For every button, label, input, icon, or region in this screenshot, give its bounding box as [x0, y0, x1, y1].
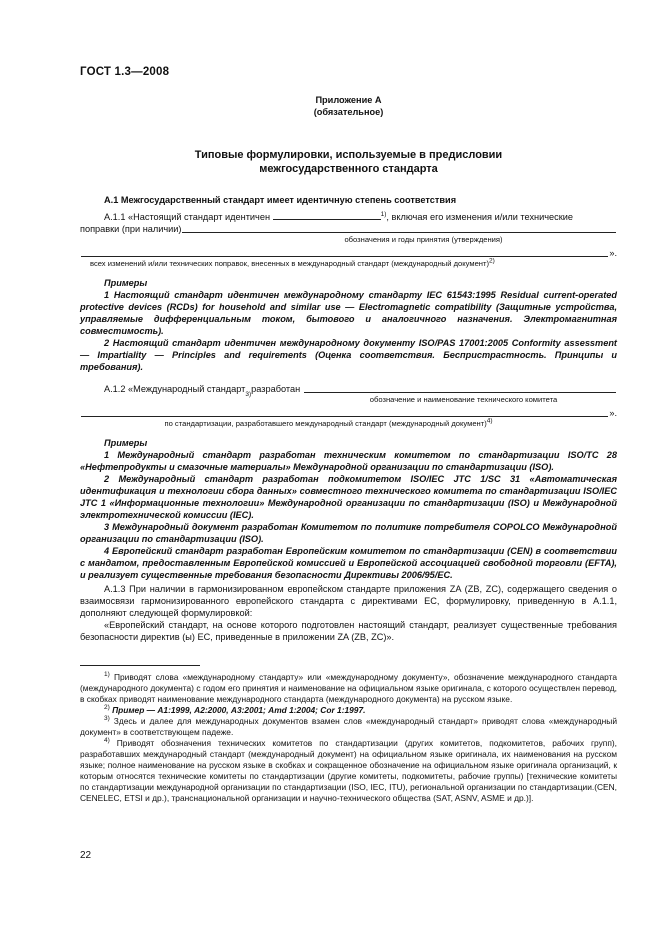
annex-title-line2: межгосударственного стандарта: [259, 163, 438, 175]
page-number: 22: [80, 850, 92, 861]
annex-title-line1: Типовые формулировки, используемые в предисловии: [194, 149, 503, 161]
section-a1-heading: А.1 Межгосударственный стандарт имеет идентичную степень соответствия: [104, 195, 457, 205]
example-3: 1 Международный стандарт разработан техническим комитетом по стандартизации ISO/TC 28 «Нефтепродукты и смазочные материалы» Международной организации по стандартизации (ISO).: [80, 450, 617, 472]
example-5: 3 Международный документ разработан Комитетом по политике потребителя COPOLCO Международной организации по стандартизации (ISO).: [80, 522, 617, 544]
clause-a11-rest: , включая его изменения и/или технические: [386, 212, 573, 222]
fill-line-1: [80, 247, 617, 259]
example-4: 2 Международный стандарт разработан подкомитетом ISO/IEC JTC 1/SC 31 «Автоматическая идентификация и технологии сбора данных» совместного технического комитета по стандартизации ISO/IEC JTC 1 «Информационные технологии» Международной организации по стандартизации (ISO) и Международной электротехнической комиссии (IEC).: [80, 474, 617, 520]
fill-line-2: [80, 407, 617, 419]
clause-a11-line2-text: поправки (при наличии): [80, 224, 182, 234]
document-code: ГОСТ 1.3—2008: [80, 66, 170, 78]
caption-amendments: всех изменений и/или технических поправок, внесенных в международный стандарт (международный документ)$^{2)}$: [90, 257, 495, 268]
footnote-divider: [80, 665, 200, 666]
clause-a13: А.1.3 При наличии в гармонизированном европейском стандарте приложения ZA (ZB, ZC), содержащего сведения о взаимосвязи гармонизированного европейского стандарта с директивами ЕС, формулировку, приведенную в А.1.1, дополняют следующей формулировкой:: [80, 584, 617, 618]
clause-a13-quote: «Европейский стандарт, на основе которого подготовлен настоящий стандарт, реализует существенные требования безопасности директив (ы) ЕС, приведенные в приложении ZA (ZB, ZC)».: [80, 620, 617, 642]
amendments-blank-2: [81, 247, 608, 257]
amendments-blank: [182, 223, 616, 233]
caption-committee-2: по стандартизации, разработавшего международный стандарт (международный документ)$^{4)}$: [164, 417, 493, 428]
clause-a11-start: А.1.1 «Настоящий стандарт идентичен: [104, 212, 271, 222]
end-quote-2: ».: [609, 408, 617, 418]
committee-blank-2: [81, 407, 608, 417]
example-6: 4 Европейский стандарт разработан Европейским комитетом по стандартизации (CEN) в соответствии с мандатом, предоставленным Европейской комиссией и Европейской ассоциацией свободной торговли (EFTA), и реализует существенные требования безопасности Директивы 2006/95/EC.: [80, 546, 617, 580]
examples-label-1: Примеры: [104, 278, 148, 288]
annex-label: Приложение А: [315, 95, 382, 105]
examples-label-2: Примеры: [104, 438, 148, 448]
document-body: [80, 94, 617, 804]
footnote-ref-1: 1): [380, 210, 387, 218]
clause-a12-start: А.1.2 «Международный стандарт: [104, 384, 246, 394]
footnote-4: $^{4)}$ Приводят обозначения технических комитетов по стандартизации (других комитетов, подкомитетов, рабочих групп), разработавших международный стандарт (международный документ) на официальном языке оригинала, их наименования на русском языке; полное наименование на русском языке в скобках и сокращенное обозначение на официальном языке оригинала организаций, к которым относятся технические комитеты по стандартизации (другие комитеты, подкомитеты, рабочие группы) [технические комитеты по стандартизации международной организации по стандартизации (ISO, IEC, ITU), региональной организации по стандартизации.(CEN, CENELEC, ETSI и др.), транснациональной организации и научно-технического общества (SAT, ASNV, ASME и др.)].: [80, 737, 617, 803]
footnote-2: $^{2)}$ Пример — А1:1999, А2:2000, А3:2001; Amd 1:2004; Cor 1:1997.: [104, 704, 366, 715]
footnote-1: $^{1)}$ Приводят слова «международному стандарту» или «международному документу», обозначение международного стандарта (международного документа) с годом его принятия и наименование на официальном языке оригинала, с которого осуществлен перевод, в скобках приводят наименование международного стандарта (международного документа) на русском языке.: [80, 671, 618, 704]
committee-blank: [304, 383, 616, 393]
example-2: 2 Настоящий стандарт идентичен международному документу ISO/PAS 17001:2005 Conformity assessment — Impartiality — Principles and requirements (Оценка соответствия. Беспристрастность. Принципы и требования).: [80, 338, 617, 372]
standard-designation-blank: [273, 211, 381, 220]
caption-designations: обозначения и годы принятия (утверждения): [344, 235, 503, 244]
end-quote-1: ».: [609, 248, 617, 258]
footnote-ref-2: 2): [489, 257, 495, 265]
clause-a11: [80, 211, 617, 223]
example-1: 1 Настоящий стандарт идентичен международному стандарту IEC 61543:1995 Residual current-operated protective devices (RCDs) for household and similar use — Electromagnetic compatibility (Защитные устройства, управляемые дифференциальным током, бытового и аналогичного назначения. Электромагнитная совместимость).: [80, 290, 617, 336]
annex-status: (обязательное): [313, 107, 384, 117]
caption-committee: обозначение и наименование технического комитета: [369, 395, 558, 404]
clause-a11-line2: [80, 223, 617, 235]
clause-a12: А.1.2 «Международный стандарт 3) разработан: [80, 383, 617, 395]
annex-title: [80, 148, 617, 176]
footnote-ref-4: 4): [486, 417, 493, 425]
clause-a12-rest: разработан: [251, 384, 301, 394]
footnote-3: $^{3)}$ Здесь и далее для международных документов взамен слов «международный стандарт» приводят слова «международный документ» в соответствующем падеже.: [80, 715, 617, 737]
